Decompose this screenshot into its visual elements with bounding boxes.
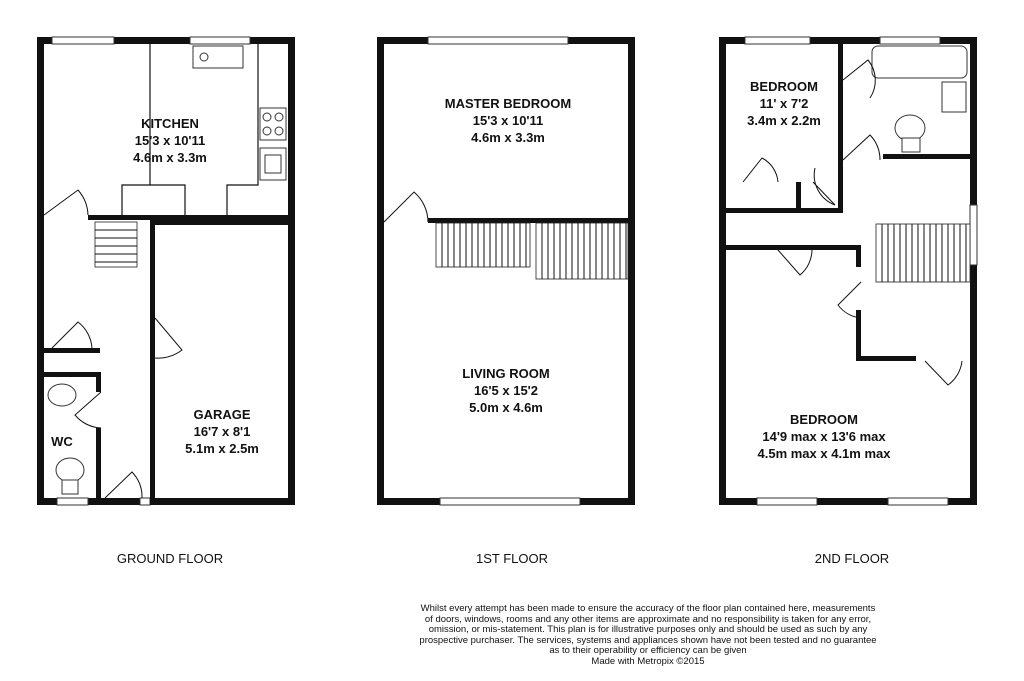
bedroom-small-name: BEDROOM: [750, 79, 818, 94]
wc-name: WC: [51, 434, 73, 449]
window: [428, 37, 568, 44]
door-swing: [843, 60, 875, 98]
wash-basin-icon: [942, 82, 966, 112]
wall: [150, 220, 155, 505]
wall: [96, 428, 101, 505]
patio-door: [52, 37, 114, 44]
toilet-icon: [895, 115, 925, 141]
bedroom-small-dim-imperial: 11' x 7'2: [759, 96, 809, 111]
bath-icon: [872, 46, 967, 78]
disclaimer-line: Whilst every attempt has been made to ensure the accuracy of the floor plan contained here, measurements: [420, 603, 876, 614]
second-floor-plan: [719, 37, 977, 505]
staircase-icon: [876, 224, 970, 282]
wall: [150, 498, 295, 505]
wall: [838, 44, 843, 209]
ground-floor-plan: [37, 37, 295, 505]
window: [880, 37, 940, 44]
living-room-name: LIVING ROOM: [462, 366, 550, 381]
door-swing: [52, 322, 92, 348]
door-swing: [843, 135, 880, 160]
staircase-icon: [436, 223, 628, 279]
staircase-icon: [95, 222, 137, 267]
kitchen-dim-imperial: 15'3 x 10'11: [134, 133, 206, 148]
master-bedroom-dim-imperial: 15'3 x 10'11: [472, 113, 544, 128]
window: [57, 498, 88, 505]
disclaimer-line: prospective purchaser. The services, systems and appliances shown have not been tested and no guarantee: [419, 634, 877, 646]
door-swing: [384, 192, 428, 222]
garage-dim-metric: 5.1m x 2.5m: [185, 441, 259, 456]
bedroom-large-name: BEDROOM: [790, 412, 858, 427]
wall: [428, 218, 635, 223]
master-bedroom-dim-metric: 4.6m x 3.3m: [471, 130, 545, 145]
wall: [44, 348, 100, 353]
toilet-icon: [56, 458, 84, 482]
front-door: [140, 498, 150, 505]
window: [970, 205, 977, 265]
credit: Made with Metropix ©2015: [591, 655, 705, 667]
door-swing: [105, 472, 142, 498]
window: [888, 498, 948, 505]
living-room-dim-imperial: 16'5 x 15'2: [473, 383, 539, 398]
door-swing: [155, 318, 182, 358]
wall: [96, 372, 101, 392]
wall: [856, 356, 916, 361]
wall: [150, 220, 288, 225]
window: [440, 498, 580, 505]
master-bedroom-name: MASTER BEDROOM: [444, 96, 572, 111]
window: [190, 37, 250, 44]
disclaimer-line: as to their operability or efficiency can be given: [549, 645, 747, 657]
wall: [883, 154, 970, 159]
wall: [288, 37, 295, 505]
disclaimer-line: omission, or mis-statement. This plan is for illustrative purposes only and should be used as such by any: [428, 624, 868, 636]
garage-name: GARAGE: [193, 407, 251, 422]
window: [745, 37, 810, 44]
wall: [88, 215, 295, 220]
wall: [37, 498, 57, 505]
wall: [726, 245, 861, 250]
wall: [37, 37, 44, 505]
counter: [122, 185, 185, 215]
garage-dim-imperial: 16'7 x 8'1: [193, 424, 251, 439]
kitchen-dim-metric: 4.6m x 3.3m: [133, 150, 207, 165]
door-swing: [925, 361, 962, 385]
first-floor-label: 1ST FLOOR: [475, 551, 549, 566]
counter: [227, 44, 258, 215]
hob-icon: [260, 108, 286, 140]
wall: [88, 498, 140, 505]
living-room-dim-metric: 5.0m x 4.6m: [469, 400, 543, 415]
door-swing: [75, 392, 101, 428]
kitchen-name: KITCHEN: [141, 116, 199, 131]
door-swing: [44, 190, 88, 215]
door-swing: [743, 158, 778, 182]
door-swing: [813, 168, 835, 205]
wash-basin-icon: [48, 384, 76, 406]
disclaimer-line: of doors, windows, rooms and any other items are approximate and no responsibility is taken for any error,: [424, 613, 872, 625]
ground-floor-label: GROUND FLOOR: [116, 551, 224, 566]
window: [757, 498, 817, 505]
bedroom-small-dim-metric: 3.4m x 2.2m: [747, 113, 821, 128]
wall: [726, 208, 843, 213]
wall: [44, 372, 100, 377]
bedroom-large-dim-metric: 4.5m max x 4.1m max: [757, 446, 891, 461]
wall: [796, 182, 801, 212]
second-floor-label: 2ND FLOOR: [814, 551, 890, 566]
wall: [856, 245, 861, 267]
disclaimer: [398, 604, 898, 668]
first-floor-plan: [377, 37, 635, 505]
bedroom-large-dim-imperial: 14'9 max x 13'6 max: [762, 429, 886, 444]
sink-bowl-icon: [200, 53, 208, 61]
door-swing: [778, 250, 812, 275]
